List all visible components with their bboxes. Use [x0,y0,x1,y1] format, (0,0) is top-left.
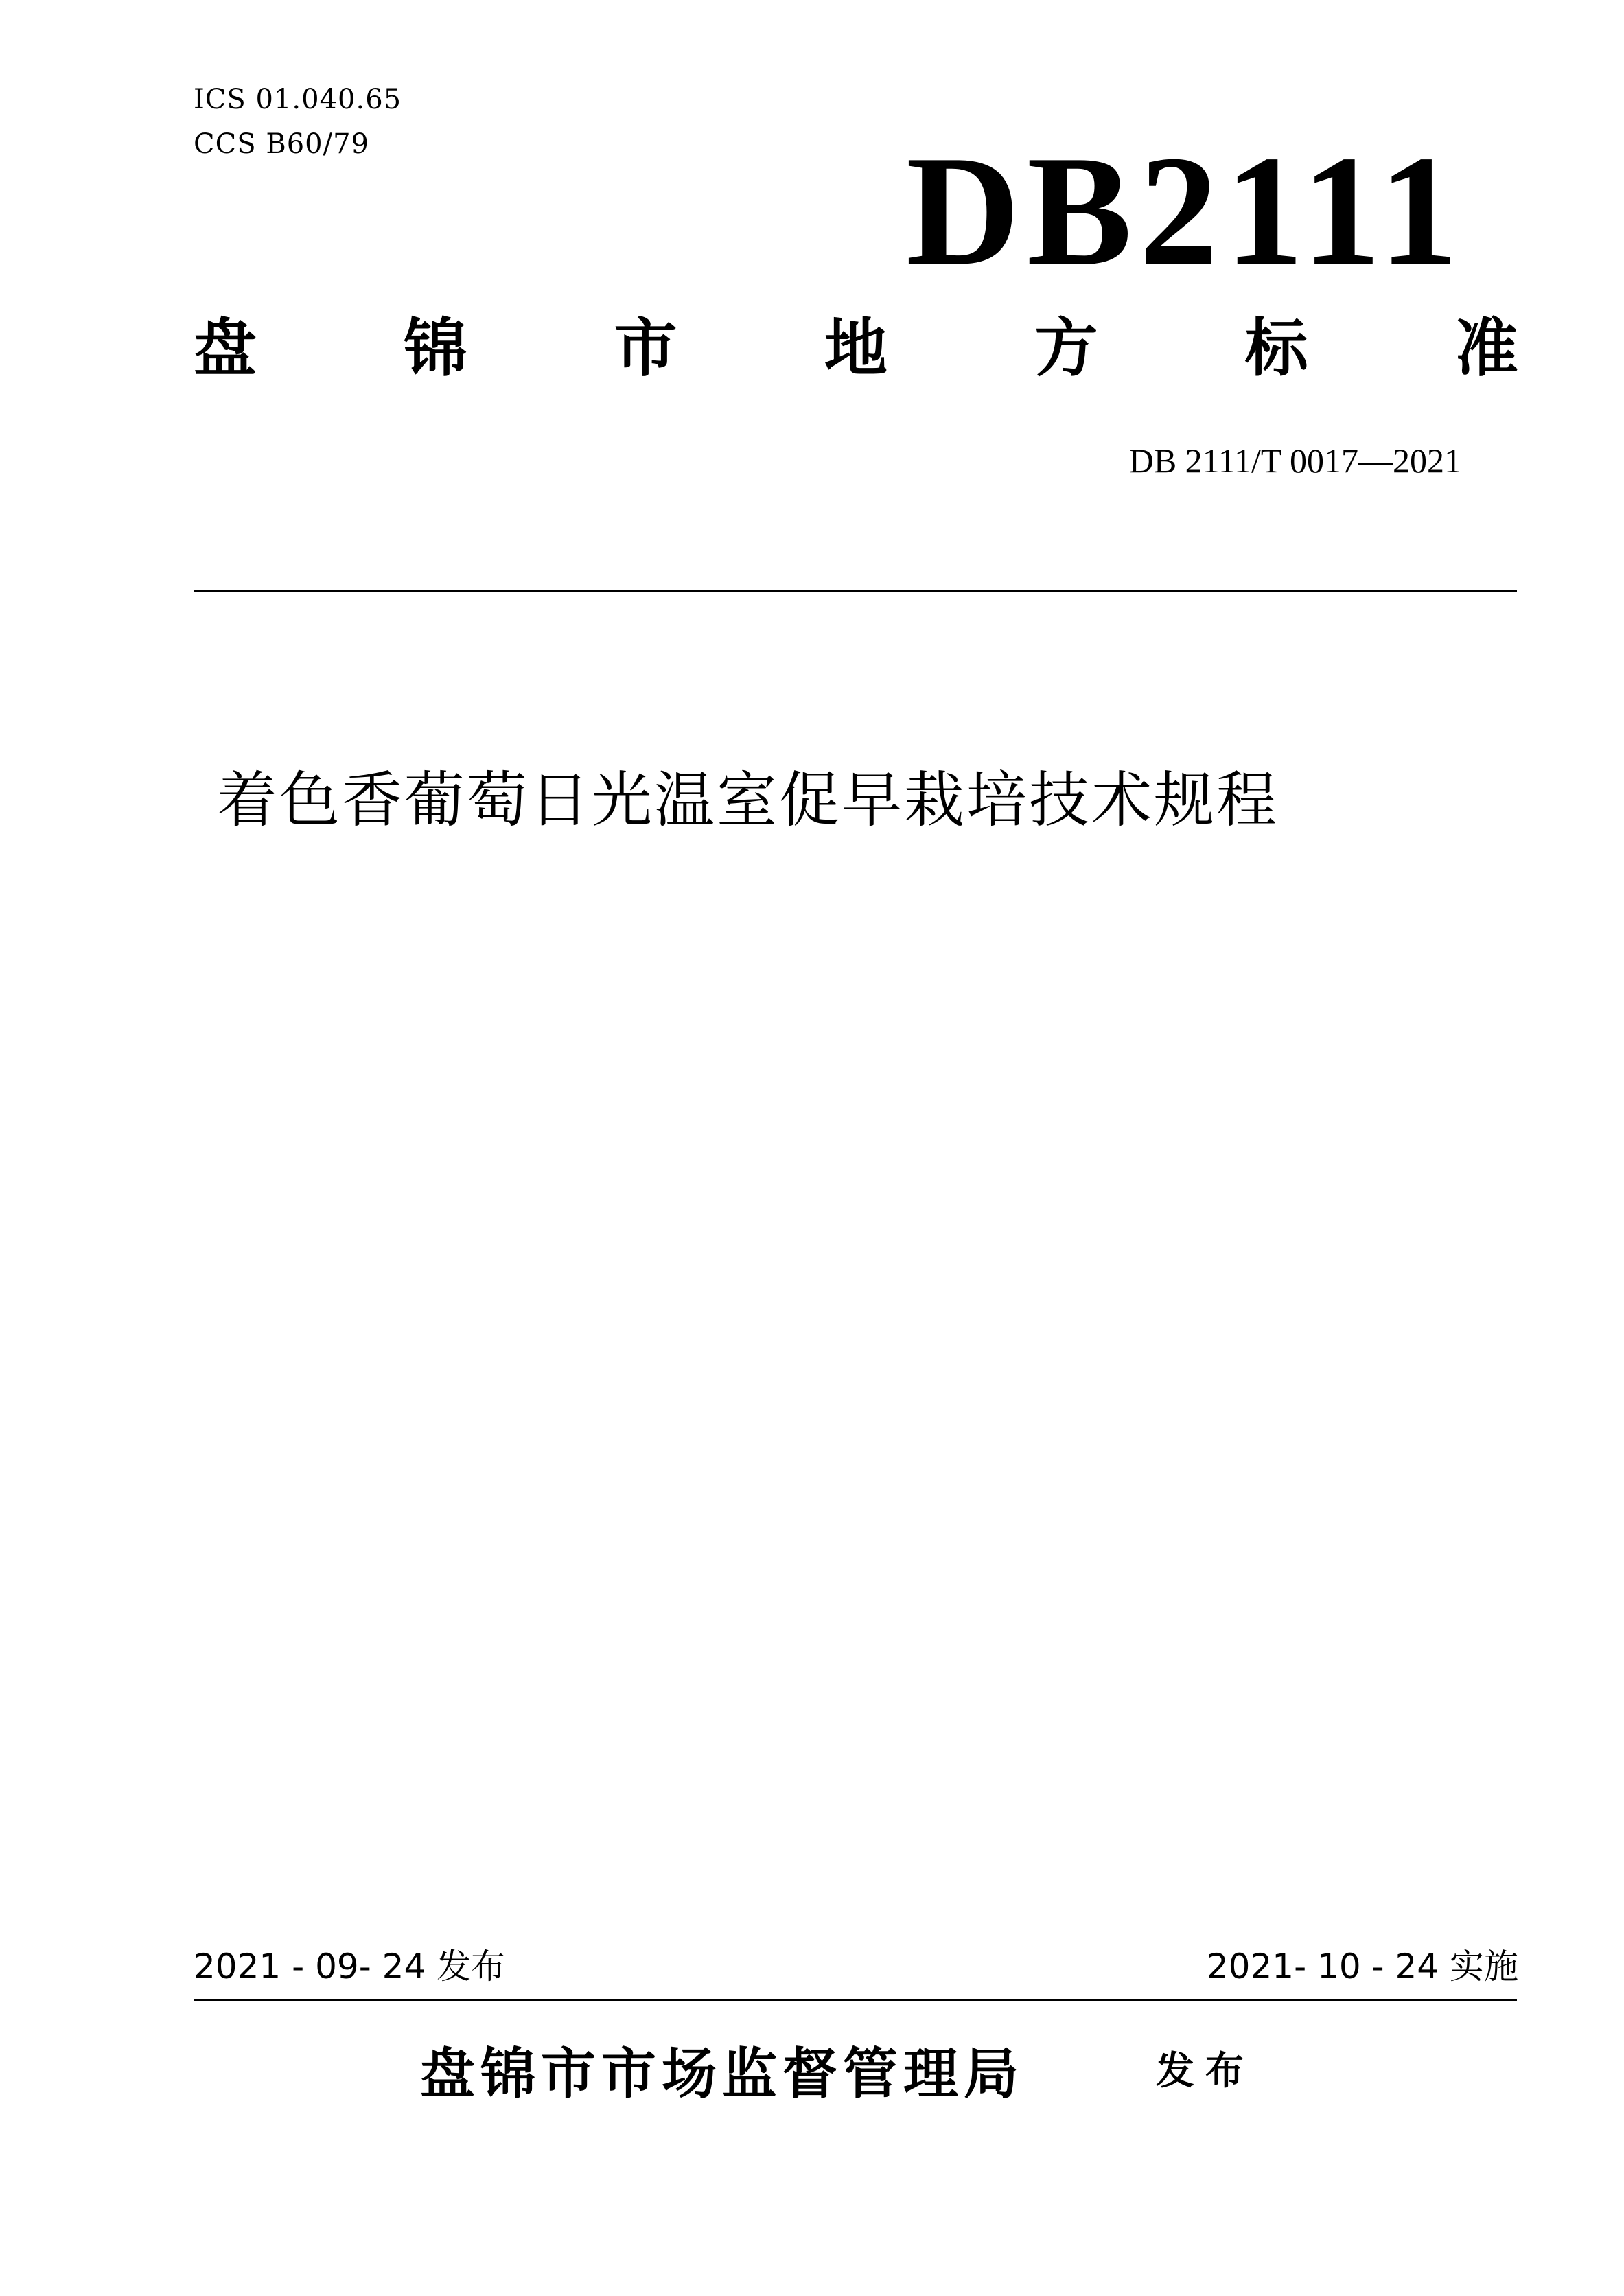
standard-type-char: 盘 [194,312,257,385]
standard-type-char: 准 [1454,312,1518,385]
standard-number: DB 2111/T 0017—2021 [1128,441,1461,480]
issuing-authority: 盘锦市市场监督管理局 [420,2042,1024,2106]
standard-logo: DB2111 [905,123,1465,298]
standard-type-char: 地 [824,312,888,385]
document-title: 着色香葡萄日光温室促早栽培技术规程 [217,765,1279,835]
standard-type-char: 市 [614,312,677,385]
header-divider [194,590,1517,592]
issuer-suffix: 发布 [1156,2049,1255,2094]
ics-code: ICS 01.040.65 [194,84,402,115]
effective-date: 2021- 10 - 24 实施 [1206,1947,1518,1986]
publish-date: 2021 - 09- 24 发布 [194,1947,506,1986]
standard-type-char: 标 [1244,312,1308,385]
standard-type-heading [194,312,1518,385]
ccs-code: CCS B60/79 [194,128,369,160]
standard-type-char: 锦 [404,312,467,385]
standard-type-char: 方 [1034,312,1098,385]
footer-divider [194,1999,1517,2001]
